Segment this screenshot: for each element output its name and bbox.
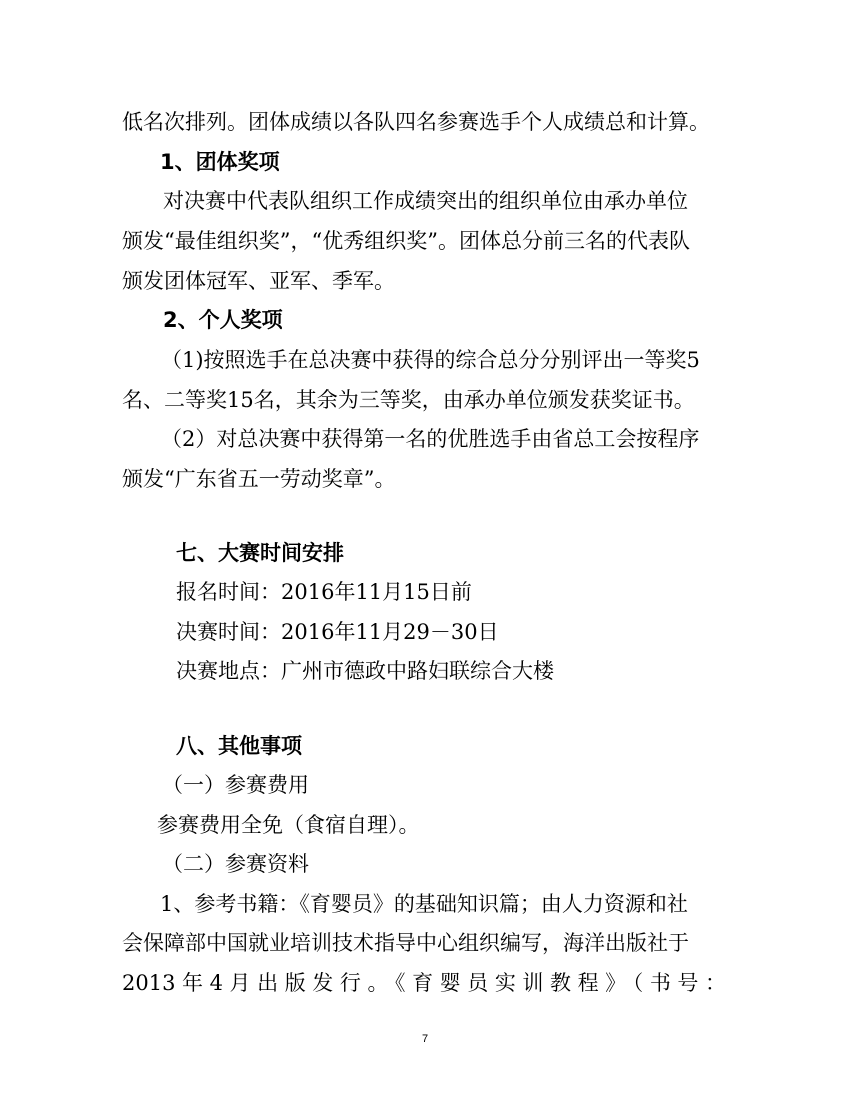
paragraph-line: （1)按照选手在总决赛中获得的综合总分分别评出一等奖5 bbox=[161, 348, 700, 372]
section-heading-schedule: 七、大赛时间安排 bbox=[176, 541, 344, 565]
subsection-heading-individual-award: 2、个人奖项 bbox=[163, 308, 283, 332]
final-time: 决赛时间：2016年11月29－30日 bbox=[176, 620, 499, 644]
fee-heading: （一）参赛费用 bbox=[162, 773, 309, 797]
reference-line: 2013年4月出版发行。《育婴员实训教程》（书号： bbox=[122, 971, 726, 995]
paragraph-line: 对决赛中代表队组织工作成绩突出的组织单位由承办单位 bbox=[163, 189, 688, 213]
paragraph-line: 颁发“广东省五一劳动奖章”。 bbox=[122, 467, 396, 491]
final-venue: 决赛地点：广州市德政中路妇联综合大楼 bbox=[176, 659, 554, 683]
reference-line: 1、参考书籍：《育婴员》的基础知识篇；由人力资源和社 bbox=[160, 892, 688, 916]
fee-text: 参赛费用全免（食宿自理）。 bbox=[157, 813, 420, 837]
page-number: 7 bbox=[421, 1033, 429, 1045]
subsection-heading-team-award: 1、团体奖项 bbox=[160, 150, 280, 174]
section-heading-other: 八、其他事项 bbox=[176, 734, 302, 758]
materials-heading: （二）参赛资料 bbox=[162, 852, 309, 876]
paragraph-line: 低名次排列。团体成绩以各队四名参赛选手个人成绩总和计算。 bbox=[122, 110, 710, 134]
paragraph-line: 颁发“最佳组织奖”，“优秀组织奖”。团体总分前三名的代表队 bbox=[122, 229, 690, 253]
paragraph-line: 名、二等奖15名，其余为三等奖，由承办单位颁发获奖证书。 bbox=[122, 388, 695, 412]
paragraph-line: 颁发团体冠军、亚军、季军。 bbox=[122, 269, 395, 293]
paragraph-line: （2）对总决赛中获得第一名的优胜选手由省总工会按程序 bbox=[161, 427, 700, 451]
registration-time: 报名时间：2016年11月15日前 bbox=[176, 580, 472, 604]
reference-line: 会保障部中国就业培训技术指导中心组织编写，海洋出版社于 bbox=[122, 931, 689, 955]
